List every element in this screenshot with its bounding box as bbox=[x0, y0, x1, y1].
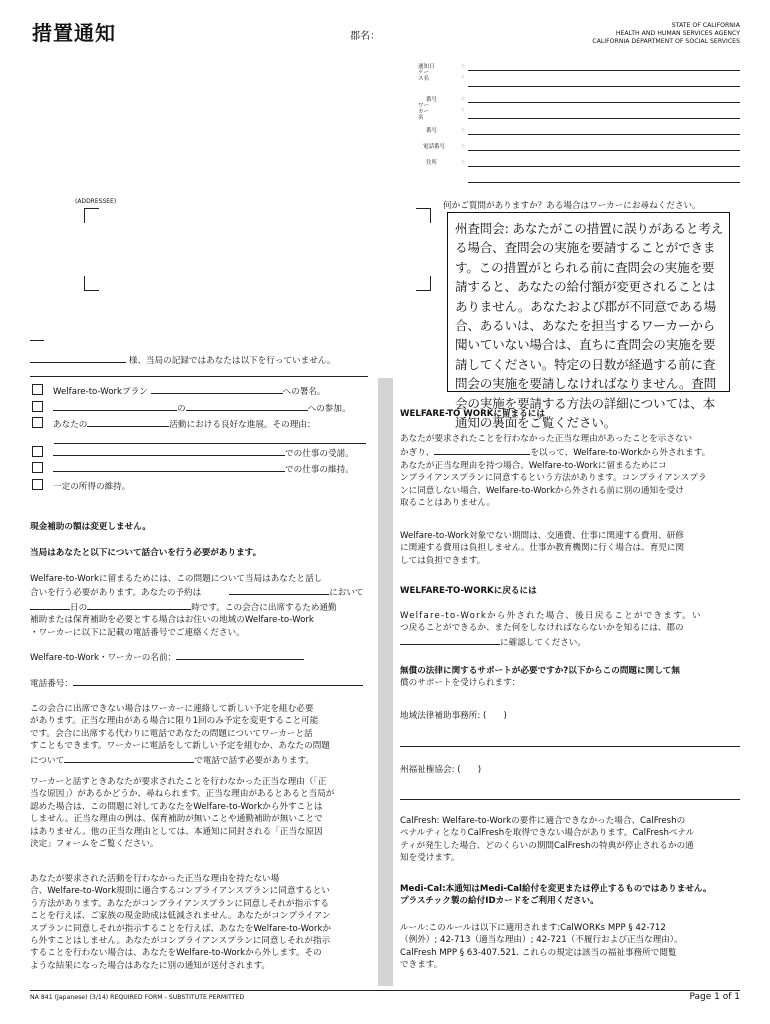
field-label: 住所 bbox=[426, 160, 438, 166]
cb-label: の bbox=[177, 403, 186, 414]
legal-help-question bbox=[400, 665, 745, 690]
cb-label: での仕事の受諾。 bbox=[285, 448, 354, 459]
stay-heading: WELFARE-TO WORKに留まるには bbox=[400, 409, 545, 419]
rules-paragraph bbox=[400, 922, 745, 972]
text-line: ンに同意しない場合、Welfare-to-Workから外される前に別の通知を受け bbox=[400, 485, 684, 496]
phone-label: 電話番号： bbox=[30, 679, 73, 689]
text-line: ワーカーと話すときあなたが要求されたことを行わなかった正当な理由（「正 bbox=[30, 777, 327, 787]
field-label: ケース名 bbox=[418, 70, 430, 82]
cb-label: 一定の所得の維持。 bbox=[53, 481, 131, 492]
phone-input[interactable] bbox=[73, 676, 363, 686]
text-line: に確認してください。 bbox=[500, 637, 586, 648]
checkbox-participate[interactable] bbox=[32, 401, 43, 412]
medical-paragraph bbox=[400, 883, 745, 908]
text-line: ことを行えば、ご家族の現金助成は低減されません。あなたがコンプライアン bbox=[30, 911, 331, 922]
text-line: この会合に出席できない場合はワーカーに連絡して新しい予定を組む必要 bbox=[30, 704, 314, 714]
text-line: について bbox=[30, 755, 65, 766]
left-column bbox=[30, 353, 370, 367]
checkbox-progress[interactable] bbox=[32, 417, 43, 428]
text-line: Medi-Cal:本通知はMedi-Cal給付を変更または停止するものではありません。 bbox=[400, 884, 712, 894]
phone-field[interactable] bbox=[468, 150, 740, 151]
checkbox-plan[interactable] bbox=[32, 384, 43, 395]
text-line: Welfare-to-Workに留まるためには、この問題について当局はあなたと話し bbox=[30, 574, 323, 584]
text-line: Welfare-to-Work対象でない期間は、交通費、仕事に関連する費用、研修 bbox=[400, 531, 684, 541]
return-heading: WELFARE-TO-WORKに戻るには bbox=[400, 586, 537, 596]
addressee-label: (ADDRESSEE) bbox=[75, 198, 117, 205]
phone-row bbox=[30, 676, 363, 690]
text-line: することを行わない場合は、あなたをWelfare-to-Workから外します。その bbox=[30, 948, 322, 959]
field-label: 通知日 bbox=[418, 64, 435, 70]
checkbox-keep-job[interactable] bbox=[32, 462, 43, 473]
text-line: 補助または保育補助を必要とする場合はお住いの地域のWelfare-to-Work bbox=[30, 615, 314, 626]
cash-unchanged: 現金補助の額は変更しません。 bbox=[30, 522, 151, 532]
text-line: 合、Welfare-to-Work規則に適合するコンプライアンスプランに同意するとい bbox=[30, 886, 330, 897]
case-number-field[interactable] bbox=[468, 102, 740, 103]
page-number: Page 1 of 1 bbox=[689, 992, 740, 1002]
page-title: 措置通知 bbox=[32, 21, 116, 45]
worker-name-label: Welfare-to-Work・ワーカーの名前： bbox=[30, 653, 177, 663]
text-line: すこともできます。ワーカーに電話をして新しい予定を組むか、あなたの問題 bbox=[30, 741, 330, 752]
removal-date-field[interactable] bbox=[434, 445, 530, 455]
text-line: 当な原因」）があるかどうか、尋ねられます。正当な理由があるとあると当局が bbox=[30, 789, 335, 800]
text-line: ような結果になった場合はあなたに別の通知が送付されます。 bbox=[30, 960, 270, 971]
appointment-paragraph bbox=[30, 573, 375, 639]
text-line: あなたが正当な理由を持つ場合、Welfare-to-Workに留まるためにコ bbox=[400, 460, 667, 471]
text-line: プラスチック製の給付IDカードをご利用ください。 bbox=[400, 896, 599, 907]
text-line: 認めた場合は、この問題に対してあなたをWelfare-to-Workから外すことは bbox=[30, 801, 323, 812]
must-talk: 当局はあなたと以下について話合いを行う必要があります。 bbox=[30, 548, 262, 558]
worker-name-input[interactable] bbox=[176, 650, 304, 660]
text-line: かぎり、 bbox=[400, 448, 435, 459]
text-line: ティが発生した場合、どのくらいの期間CalFreshの特典が停止されるかの通 bbox=[400, 840, 694, 851]
appointment-date-field[interactable] bbox=[30, 600, 70, 610]
worker-number-field[interactable] bbox=[468, 134, 740, 135]
addressee-corner-bl bbox=[84, 276, 99, 291]
text-line: Welfare-to-Workから外された場合、後日戻ることができます。い bbox=[400, 611, 702, 621]
text-line: 取ることはありません。 bbox=[400, 498, 496, 509]
field-label: 番号 bbox=[426, 97, 438, 103]
worker-name-field[interactable] bbox=[468, 118, 740, 119]
text-line: です。会合に出席する代わりに電話であなたの問題についてワーカーと話 bbox=[30, 728, 313, 739]
reschedule-paragraph bbox=[30, 703, 375, 767]
worker-name-row bbox=[30, 650, 304, 664]
text-line: があります。正当な理由がある場合に限り1回のみ予定を変更すること可能 bbox=[30, 716, 319, 727]
county-contact-field[interactable] bbox=[400, 635, 500, 645]
text-line: 償のサポートを受けられます： bbox=[400, 678, 521, 689]
text-line: ルール:このルールは以下に適用されます:CalWORKs MPP § 42-712 bbox=[400, 923, 666, 933]
text-line: 時です。この会合に出席するため通勤 bbox=[191, 602, 337, 613]
text-line: に関連する費用は負担しません。仕事か教育機関に行く場合は、育児に関 bbox=[400, 543, 685, 554]
text-line: う方法があります。あなたがコンプライアンスプランに同意しそれが指示する bbox=[30, 898, 329, 909]
agency-block bbox=[592, 22, 740, 46]
text-line: つ戻ることができるか、また何をしなければならないかを知るには、郡の bbox=[400, 623, 684, 634]
text-line: 知を受けます。 bbox=[400, 853, 460, 864]
welfare-rights-line[interactable] bbox=[400, 799, 740, 800]
agency-line: CALIFORNIA DEPARTMENT OF SOCIAL SERVICES bbox=[592, 38, 740, 45]
text-line: ンプライアンスプランに同意するという方法があります。コンプライアンスプラ bbox=[400, 473, 707, 484]
text-line: を以って、Welfare-to-Workから外されます。 bbox=[530, 448, 711, 459]
compliance-paragraph bbox=[30, 873, 375, 972]
text-line: 無償の法律に関するサポートが必要ですか?以下からこの問題に関して無 bbox=[400, 666, 680, 676]
text-line: スプランに同意しそれが指示することを行えば、あなたをWelfare-to-Workか bbox=[30, 923, 332, 934]
state-hearing-text: 州査問会: あなたがこの措置に誤りがあると考える場合、査問会の実施を要請することができます。この措置がとられる前に査問会の実施を要請すると、あなたの給付額が変更されることはありません。あなたおよび郡が不同意である場合、あるいは、あなたを担当するワーカーから聞いていない場合は、直ちに査問会の実施を要請してください。特定の日数が経過する前に査問会の実施を要請しなければなりません。査問会の実施を要請する方法の詳細については、本通知の裏面をご覧ください。 bbox=[455, 221, 724, 431]
text-line: CalFresh MPP § 63-407.521. これらの規定は該当の福祉事務所で閲覧 bbox=[400, 947, 677, 958]
text-line: あなたが要求されたことを行わなかった正当な理由があったことを示さない bbox=[400, 434, 693, 444]
questions-note: 何かご質問がありますか？ある場合はワーカーにお尋ねください。 bbox=[443, 201, 701, 211]
addressee-corner-tl bbox=[84, 208, 99, 223]
cb-label: での仕事の維持。 bbox=[285, 465, 354, 476]
case-name-field[interactable] bbox=[468, 86, 740, 87]
field-label: 番号 bbox=[426, 128, 438, 134]
date-field[interactable] bbox=[468, 70, 740, 71]
text-line: で電話で話す必要があります。 bbox=[194, 755, 314, 766]
addressee-corner-br bbox=[416, 276, 431, 291]
legal-aid-office: 地域法律補助事務所: ( ) bbox=[400, 711, 507, 721]
field-label: 電話番号 bbox=[423, 144, 446, 150]
cb-label: あなたの bbox=[53, 420, 88, 431]
appointment-place-field[interactable] bbox=[229, 585, 329, 595]
costs-paragraph bbox=[400, 530, 745, 567]
field-label: ワーカー名 bbox=[418, 103, 430, 121]
text-line: CalFresh: Welfare-to-Workの要件に適合できなかった場合、CalFreshの bbox=[400, 816, 686, 826]
text-line: 決定」フォームをご覧ください。 bbox=[30, 839, 159, 850]
agency-line: HEALTH AND HUMAN SERVICES AGENCY bbox=[615, 30, 740, 37]
text-line: できます。 bbox=[400, 960, 443, 971]
checkbox-list bbox=[32, 384, 372, 496]
county-label: 郡名： bbox=[350, 31, 380, 42]
records-line: 様、当局の記録ではあなたは以下を行っていません。 bbox=[128, 356, 336, 366]
text-line: あなたが要求された活動を行わなかった正当な理由を持たない場 bbox=[30, 874, 280, 884]
text-line: しては負担できます。 bbox=[400, 555, 486, 566]
checkbox-income[interactable] bbox=[32, 479, 43, 490]
calfresh-paragraph bbox=[400, 815, 745, 865]
address-field[interactable] bbox=[468, 166, 740, 167]
address-field-2[interactable] bbox=[468, 182, 740, 183]
text-line: ・ワーカーに以下に記載の電話番号でご連絡ください。 bbox=[30, 627, 245, 638]
cb-label: 活動における良好な進展。その理由： bbox=[169, 420, 316, 431]
agency-line: STATE OF CALIFORNIA bbox=[671, 22, 740, 29]
footer-rule bbox=[30, 990, 740, 991]
welfare-rights-org: 州福祉権協会: ( ) bbox=[400, 765, 482, 775]
text-line: はありません。他の正当な理由としては、本通知に同封される「正当な原因 bbox=[30, 826, 323, 837]
text-line: 日の bbox=[70, 602, 88, 613]
left-rule bbox=[30, 376, 368, 377]
text-line: ペナルティとなりCalFreshを取得できない場合があります。CalFreshペナル bbox=[400, 828, 695, 839]
return-paragraph bbox=[400, 610, 745, 649]
text-line: しません。正当な理由の例は、保育補助が無いことや通勤補助が無いことで bbox=[30, 814, 323, 825]
checkbox-accept-job[interactable] bbox=[32, 446, 43, 457]
cb-label: への参加。 bbox=[307, 403, 351, 414]
text-line: において bbox=[329, 588, 364, 599]
cb-label: Welfare-to-Workプラン bbox=[53, 387, 148, 397]
text-line: ら外すことはしません。あなたがコンプライアンスプランに同意しそれが指示 bbox=[30, 936, 331, 947]
legal-aid-line[interactable] bbox=[400, 746, 740, 747]
stay-paragraph bbox=[400, 433, 745, 509]
form-id: NA 841 (Japanese) (3/14) REQUIRED FORM - SUBSTITUTE PERMITTED bbox=[30, 994, 245, 1001]
separator-dash bbox=[30, 340, 44, 341]
cb-label: への署名。 bbox=[282, 387, 326, 397]
column-divider bbox=[378, 378, 393, 986]
appointment-time-field[interactable] bbox=[87, 600, 191, 610]
addressee-corner-tr bbox=[416, 208, 431, 223]
text-line: 合いを行う必要があります。あなたの予約は bbox=[30, 588, 202, 599]
good-cause-paragraph bbox=[30, 776, 375, 850]
topic-field[interactable] bbox=[64, 753, 194, 763]
text-line: （例外）; 42-713（適当な理由）; 42-721（不履行および正当な理由）。 bbox=[400, 935, 683, 946]
